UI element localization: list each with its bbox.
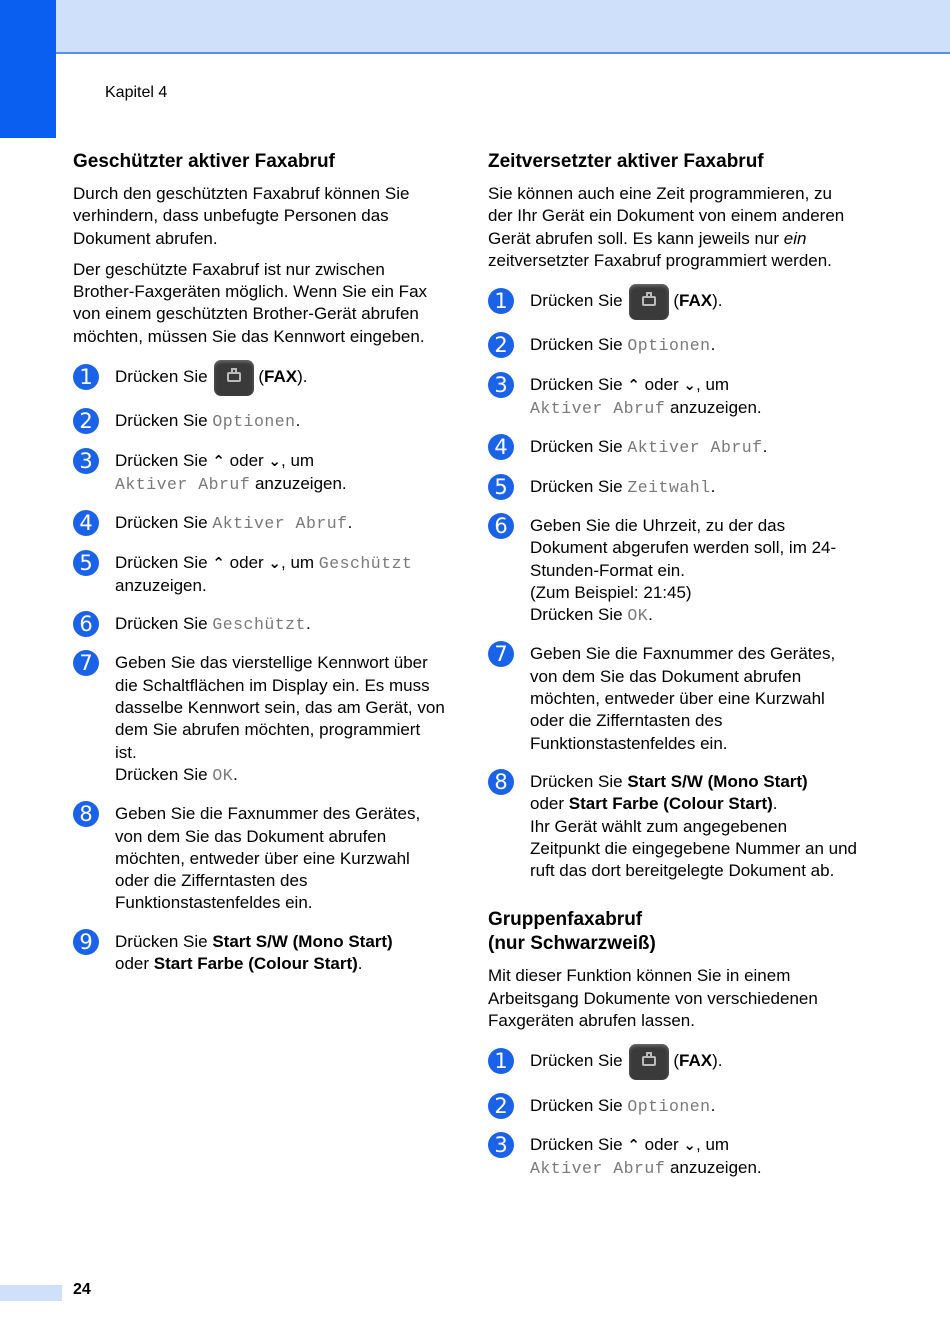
step-number-badge: 5 bbox=[73, 550, 99, 576]
step-item: 2 Drücken Sie Optionen. bbox=[73, 410, 445, 433]
header-band bbox=[0, 0, 950, 54]
left-column bbox=[73, 150, 445, 991]
step-number-badge: 8 bbox=[488, 769, 514, 795]
step-item: 6 Drücken Sie Geschützt. bbox=[73, 613, 445, 636]
step-number-badge: 4 bbox=[488, 434, 514, 460]
step-number-badge: 9 bbox=[73, 929, 99, 955]
step-item: 3 Drücken Sie ⌃ oder ⌄, um Aktiver Abruf anzuzeigen. bbox=[488, 374, 860, 421]
step-item: 3 Drücken Sie ⌃ oder ⌄, um Aktiver Abruf anzuzeigen. bbox=[488, 1134, 860, 1181]
menu-option: Zeitwahl bbox=[627, 477, 711, 497]
step-item: 8 Geben Sie die Faxnummer des Gerätes, von dem Sie das Dokument abrufen möchten, entweder über eine Kurzwahl oder die Zifferntasten des Funktionstastenfeldes ein. bbox=[73, 803, 445, 914]
paragraph: Durch den geschützten Faxabruf können Sie verhindern, dass unbefugte Personen das Dokument abrufen. bbox=[73, 184, 410, 248]
menu-option: Aktiver Abruf bbox=[627, 438, 763, 458]
fax-button-icon bbox=[214, 360, 254, 396]
arrow-up-icon: ⌃ bbox=[212, 452, 225, 470]
chapter-tab bbox=[0, 0, 56, 138]
step-number-badge: 7 bbox=[73, 650, 99, 676]
step-item: 7 Geben Sie die Faxnummer des Gerätes, von dem Sie das Dokument abrufen möchten, entweder über eine Kurzwahl oder die Zifferntasten des Funktionstastenfeldes ein. bbox=[488, 643, 860, 754]
menu-option: Optionen bbox=[627, 336, 711, 356]
menu-option: Aktiver Abruf bbox=[115, 474, 251, 494]
step-number-badge: 6 bbox=[73, 611, 99, 637]
section-title: Geschützter aktiver Faxabruf bbox=[73, 151, 335, 172]
menu-option: OK bbox=[212, 765, 234, 785]
step-item: 5 Drücken Sie Zeitwahl. bbox=[488, 476, 860, 499]
chapter-label: Kapitel 4 bbox=[105, 84, 168, 101]
step-number-badge: 1 bbox=[488, 288, 514, 314]
step-item: 4 Drücken Sie Aktiver Abruf. bbox=[488, 436, 860, 459]
section-title: Gruppenfaxabruf (nur Schwarzweiß) bbox=[488, 909, 656, 955]
menu-option: OK bbox=[627, 606, 649, 626]
step-item: 1 Drücken Sie (FAX). bbox=[488, 1050, 860, 1072]
paragraph: Der geschützte Faxabruf ist nur zwischen Brother-Faxgeräten möglich. Wenn Sie ein Fax von einem geschützten Brother-Gerät abrufen möchten, müssen Sie das Kennwort eingeben. bbox=[73, 259, 428, 346]
arrow-up-icon: ⌃ bbox=[627, 376, 640, 394]
step-number-badge: 2 bbox=[488, 332, 514, 358]
menu-option: Aktiver Abruf bbox=[530, 1159, 666, 1179]
menu-option: Optionen bbox=[627, 1096, 711, 1116]
step-item: 2 Drücken Sie Optionen. bbox=[488, 1095, 860, 1118]
step-number-badge: 3 bbox=[488, 1132, 514, 1158]
arrow-down-icon: ⌄ bbox=[268, 452, 281, 470]
step-number-badge: 2 bbox=[488, 1093, 514, 1119]
footer-band bbox=[0, 1285, 62, 1301]
menu-option: Aktiver Abruf bbox=[530, 399, 666, 419]
arrow-up-icon: ⌃ bbox=[212, 554, 225, 572]
step-item: 7 Geben Sie das vierstellige Kennwort über die Schaltflächen im Display ein. Es muss dasselbe Kennwort sein, das am Gerät, von dem Sie abrufen möchten, programmiert ist. Drücken Sie OK. bbox=[73, 652, 445, 787]
menu-option: Geschützt bbox=[212, 615, 306, 635]
step-item: 5 Drücken Sie ⌃ oder ⌄, um Geschützt anzuzeigen. bbox=[73, 552, 445, 598]
step-number-badge: 7 bbox=[488, 641, 514, 667]
step-number-badge: 1 bbox=[488, 1048, 514, 1074]
step-number-badge: 3 bbox=[488, 372, 514, 398]
paragraph: Sie können auch eine Zeit programmieren, zu der Ihr Gerät ein Dokument von einem anderen Gerät abrufen soll. Es kann jeweils nur ein zeitversetzter Faxabruf programmiert werden. bbox=[488, 184, 845, 270]
step-item: 9 Drücken Sie Start S/W (Mono Start) oder Start Farbe (Colour Start). bbox=[73, 931, 445, 976]
step-item: 8 Drücken Sie Start S/W (Mono Start) oder Start Farbe (Colour Start). Ihr Gerät wählt zum angegebenen Zeitpunkt die eingegebene Nummer an und ruft das dort bereitgelegte Dokument ab. bbox=[488, 771, 860, 882]
arrow-up-icon: ⌃ bbox=[627, 1136, 640, 1154]
page-number: 24 bbox=[73, 1281, 91, 1298]
step-list bbox=[488, 1050, 860, 1180]
step-number-badge: 3 bbox=[73, 448, 99, 474]
menu-option: Geschützt bbox=[318, 553, 413, 573]
step-item: 6 Geben Sie die Uhrzeit, zu der das Dokument abgerufen werden soll, im 24-Stunden-Format ein. (Zum Beispiel: 21:45) Drücken Sie OK. bbox=[488, 515, 860, 627]
step-item: 4 Drücken Sie Aktiver Abruf. bbox=[73, 512, 445, 535]
step-number-badge: 8 bbox=[73, 801, 99, 827]
section-title: Zeitversetzter aktiver Faxabruf bbox=[488, 151, 764, 172]
menu-option: Optionen bbox=[212, 412, 296, 432]
step-number-badge: 1 bbox=[73, 364, 99, 390]
step-list bbox=[73, 366, 445, 975]
paragraph: Mit dieser Funktion können Sie in einem Arbeitsgang Dokumente von verschiedenen Faxgeräten abrufen lassen. bbox=[488, 966, 818, 1031]
step-item: 1 Drücken Sie (FAX). bbox=[73, 366, 445, 388]
fax-button-icon bbox=[629, 284, 669, 320]
step-item: 2 Drücken Sie Optionen. bbox=[488, 334, 860, 357]
step-number-badge: 4 bbox=[73, 510, 99, 536]
menu-option: Aktiver Abruf bbox=[212, 514, 348, 534]
arrow-down-icon: ⌄ bbox=[683, 376, 696, 394]
step-number-badge: 6 bbox=[488, 513, 514, 539]
step-item: 1 Drücken Sie (FAX). bbox=[488, 290, 860, 312]
right-column bbox=[488, 150, 860, 1197]
fax-button-icon bbox=[629, 1044, 669, 1080]
step-number-badge: 2 bbox=[73, 408, 99, 434]
arrow-down-icon: ⌄ bbox=[268, 554, 281, 572]
step-list bbox=[488, 290, 860, 882]
arrow-down-icon: ⌄ bbox=[683, 1136, 696, 1154]
step-number-badge: 5 bbox=[488, 474, 514, 500]
step-item: 3 Drücken Sie ⌃ oder ⌄, um Aktiver Abruf anzuzeigen. bbox=[73, 450, 445, 497]
